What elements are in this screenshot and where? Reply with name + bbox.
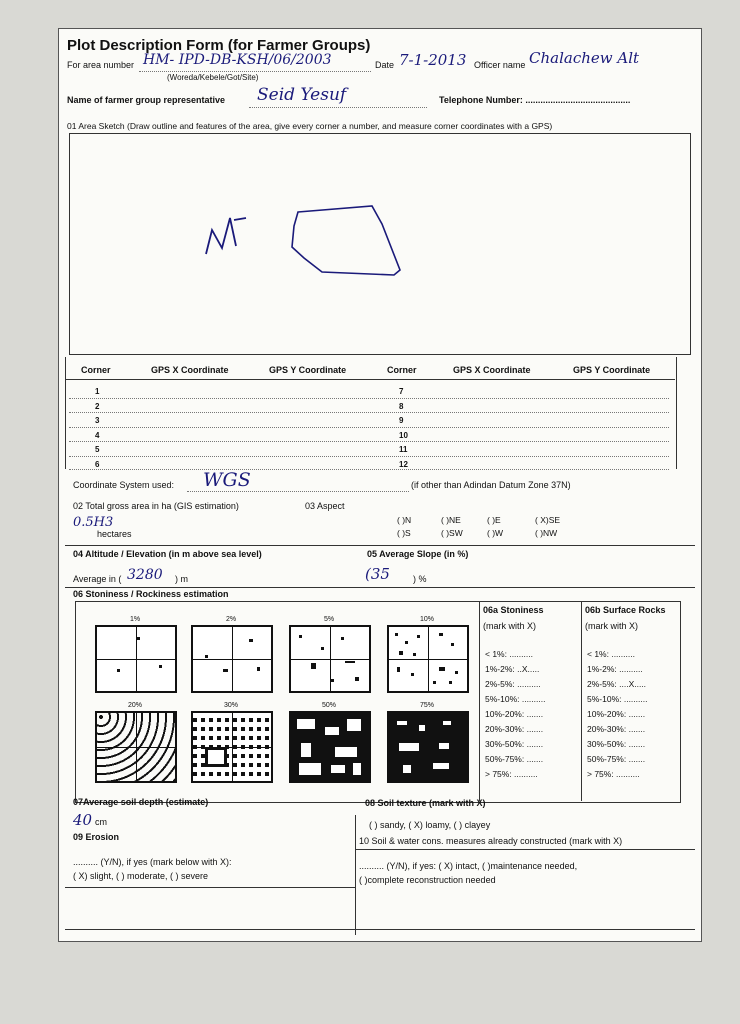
- surface-rocks-option[interactable]: 5%-10%: ..........: [587, 694, 648, 704]
- corner-number: 12: [399, 459, 408, 469]
- corner-number: 10: [399, 430, 408, 440]
- stoniness-options: [485, 647, 545, 782]
- stoniness-col-sub: (mark with X): [483, 621, 537, 631]
- altitude-suffix: ) m: [175, 574, 188, 584]
- col-header-gps-x-1: GPS X Coordinate: [151, 365, 229, 375]
- soil-depth-value[interactable]: 40: [73, 811, 93, 829]
- stoniness-thumb-10pct: [387, 625, 469, 693]
- stoniness-option[interactable]: 5%-10%: ..........: [485, 694, 546, 704]
- surface-rocks-option[interactable]: 30%-50%: .......: [587, 739, 646, 749]
- thumb-label-20: 20%: [127, 702, 142, 709]
- surface-rocks-options: [587, 647, 647, 782]
- officer-label: Officer name: [474, 60, 526, 70]
- corner-number: 5: [95, 445, 100, 454]
- corner-number: 8: [399, 401, 404, 411]
- surface-rocks-option[interactable]: 10%-20%: .......: [587, 709, 646, 719]
- col-header-gps-x-2: GPS X Coordinate: [453, 365, 531, 375]
- rep-label: Name of farmer group representative: [67, 95, 226, 105]
- corner-number: 3: [95, 416, 100, 425]
- erosion-options[interactable]: ( X) slight, ( ) moderate, ( ) severe: [73, 871, 209, 881]
- soil-depth-label: 07Average soil depth (estimate): [73, 797, 209, 807]
- phone-label: Telephone Number: ..........................................: [439, 95, 631, 105]
- area-unit: hectares: [97, 529, 132, 539]
- aspect-ne[interactable]: ( )NE: [441, 515, 461, 525]
- erosion-question[interactable]: .......... (Y/N), if yes (mark below with X):: [73, 857, 232, 867]
- stoniness-option[interactable]: 30%-50%: .......: [485, 739, 544, 749]
- stoniness-thumb-20pct: [95, 711, 177, 783]
- form-title: Plot Description Form (for Farmer Groups): [67, 37, 371, 54]
- stoniness-thumb-30pct: [191, 711, 273, 783]
- col-header-corner-2: Corner: [387, 365, 417, 375]
- corner-number: 2: [95, 401, 100, 411]
- area-number-label: For area number: [67, 60, 135, 70]
- surface-rocks-option[interactable]: 50%-75%: .......: [587, 754, 646, 764]
- aspect-n[interactable]: ( )N: [397, 515, 412, 525]
- corner-number: 11: [399, 445, 408, 454]
- corner-number: 6: [95, 459, 100, 469]
- coord-system-note: (if other than Adindan Datum Zone 37N): [411, 480, 571, 490]
- soil-texture-label: 08 Soil texture (mark with X): [365, 798, 486, 808]
- date-label: Date: [375, 60, 395, 70]
- stoniness-option[interactable]: 20%-30%: .......: [485, 724, 544, 734]
- area-label: 02 Total gross area in ha (GIS estimation): [73, 501, 239, 511]
- stoniness-option[interactable]: 2%-5%: ..........: [485, 679, 541, 689]
- surface-rocks-option[interactable]: 1%-2%: ..........: [587, 664, 643, 674]
- rep-value[interactable]: Seid Yesuf: [257, 85, 347, 105]
- thumb-label-75: 75%: [419, 702, 434, 709]
- stoniness-option-selected[interactable]: 1%-2%: ..X.....: [485, 664, 540, 674]
- corner-number: 4: [95, 430, 100, 440]
- surface-rocks-col-title: 06b Surface Rocks: [585, 605, 666, 615]
- thumb-label-5: 5%: [323, 616, 335, 623]
- col-header-gps-y-2: GPS Y Coordinate: [573, 365, 651, 375]
- surface-rocks-col-sub: (mark with X): [585, 621, 639, 631]
- coord-system-value[interactable]: WGS: [203, 469, 251, 491]
- stoniness-thumb-50pct: [289, 711, 371, 783]
- aspect-w[interactable]: ( )W: [487, 528, 504, 538]
- stoniness-heading: 06 Stoniness / Rockiness estimation: [73, 589, 229, 599]
- area-value[interactable]: 0.5H3: [73, 515, 114, 530]
- thumb-label-2: 2%: [225, 616, 237, 623]
- slope-value[interactable]: (35: [365, 565, 390, 583]
- surface-rocks-option[interactable]: < 1%: ..........: [587, 649, 635, 659]
- date-value[interactable]: 7-1-2013: [399, 51, 467, 69]
- soil-depth-unit: cm: [95, 817, 107, 827]
- officer-value[interactable]: Chalachew Alt: [529, 49, 640, 67]
- aspect-nw[interactable]: ( )NW: [535, 528, 558, 538]
- area-sub-label: (Woreda/Kebele/Got/Site): [167, 73, 259, 82]
- thumb-label-1: 1%: [129, 616, 141, 623]
- surface-rocks-option[interactable]: > 75%: ..........: [587, 769, 640, 779]
- form-sheet: [58, 28, 702, 942]
- corner-number: 7: [399, 387, 404, 396]
- slope-suffix: ) %: [413, 574, 427, 584]
- stoniness-thumb-75pct: [387, 711, 469, 783]
- altitude-label: 04 Altitude / Elevation (in m above sea level): [73, 549, 262, 559]
- swc-options[interactable]: ( )complete reconstruction needed: [359, 875, 496, 885]
- plot-outline-sketch: [70, 134, 690, 354]
- thumb-label-30: 30%: [223, 702, 238, 709]
- sketch-heading: 01 Area Sketch (Draw outline and features of the area, give every corner a number, and measure corner coordinates with a GPS): [67, 121, 553, 131]
- swc-label: 10 Soil & water cons. measures already constructed (mark with X): [359, 836, 623, 846]
- aspect-e[interactable]: ( )E: [487, 515, 501, 525]
- swc-question[interactable]: .......... (Y/N), if yes: ( X) intact, ( )maintenance needed,: [359, 861, 578, 871]
- coord-system-label: Coordinate System used:: [73, 480, 175, 490]
- corner-number: 9: [399, 416, 404, 425]
- stoniness-option[interactable]: < 1%: ..........: [485, 649, 533, 659]
- stoniness-option[interactable]: 10%-20%: .......: [485, 709, 544, 719]
- thumb-label-50: 50%: [321, 702, 336, 709]
- col-header-corner-1: Corner: [81, 365, 111, 375]
- stoniness-thumb-1pct: [95, 625, 177, 693]
- sketch-box[interactable]: [69, 133, 691, 355]
- slope-label: 05 Average Slope (in %): [367, 549, 469, 559]
- aspect-label: 03 Aspect: [305, 501, 345, 511]
- soil-texture-options[interactable]: ( ) sandy, ( X) loamy, ( ) clayey: [369, 820, 491, 830]
- aspect-sw[interactable]: ( )SW: [441, 528, 463, 538]
- stoniness-thumb-5pct: [289, 625, 371, 693]
- altitude-prefix: Average in (: [73, 574, 122, 584]
- stoniness-thumb-2pct: [191, 625, 273, 693]
- aspect-se[interactable]: ( X)SE: [535, 515, 561, 525]
- aspect-options: [397, 514, 579, 540]
- surface-rocks-option-selected[interactable]: 2%-5%: ....X.....: [587, 679, 647, 689]
- erosion-label: 09 Erosion: [73, 832, 120, 842]
- aspect-s[interactable]: ( )S: [397, 528, 411, 538]
- area-number-value[interactable]: HM- IPD-DB-KSH/06/2003: [143, 52, 332, 68]
- col-header-gps-y-1: GPS Y Coordinate: [269, 365, 347, 375]
- stoniness-option[interactable]: 50%-75%: .......: [485, 754, 544, 764]
- thumb-label-10: 10%: [419, 616, 434, 623]
- altitude-value[interactable]: 3280: [127, 567, 163, 583]
- stoniness-col-title: 06a Stoniness: [483, 605, 544, 615]
- surface-rocks-option[interactable]: 20%-30%: .......: [587, 724, 646, 734]
- stoniness-option[interactable]: > 75%: ..........: [485, 769, 538, 779]
- corner-number: 1: [95, 387, 100, 396]
